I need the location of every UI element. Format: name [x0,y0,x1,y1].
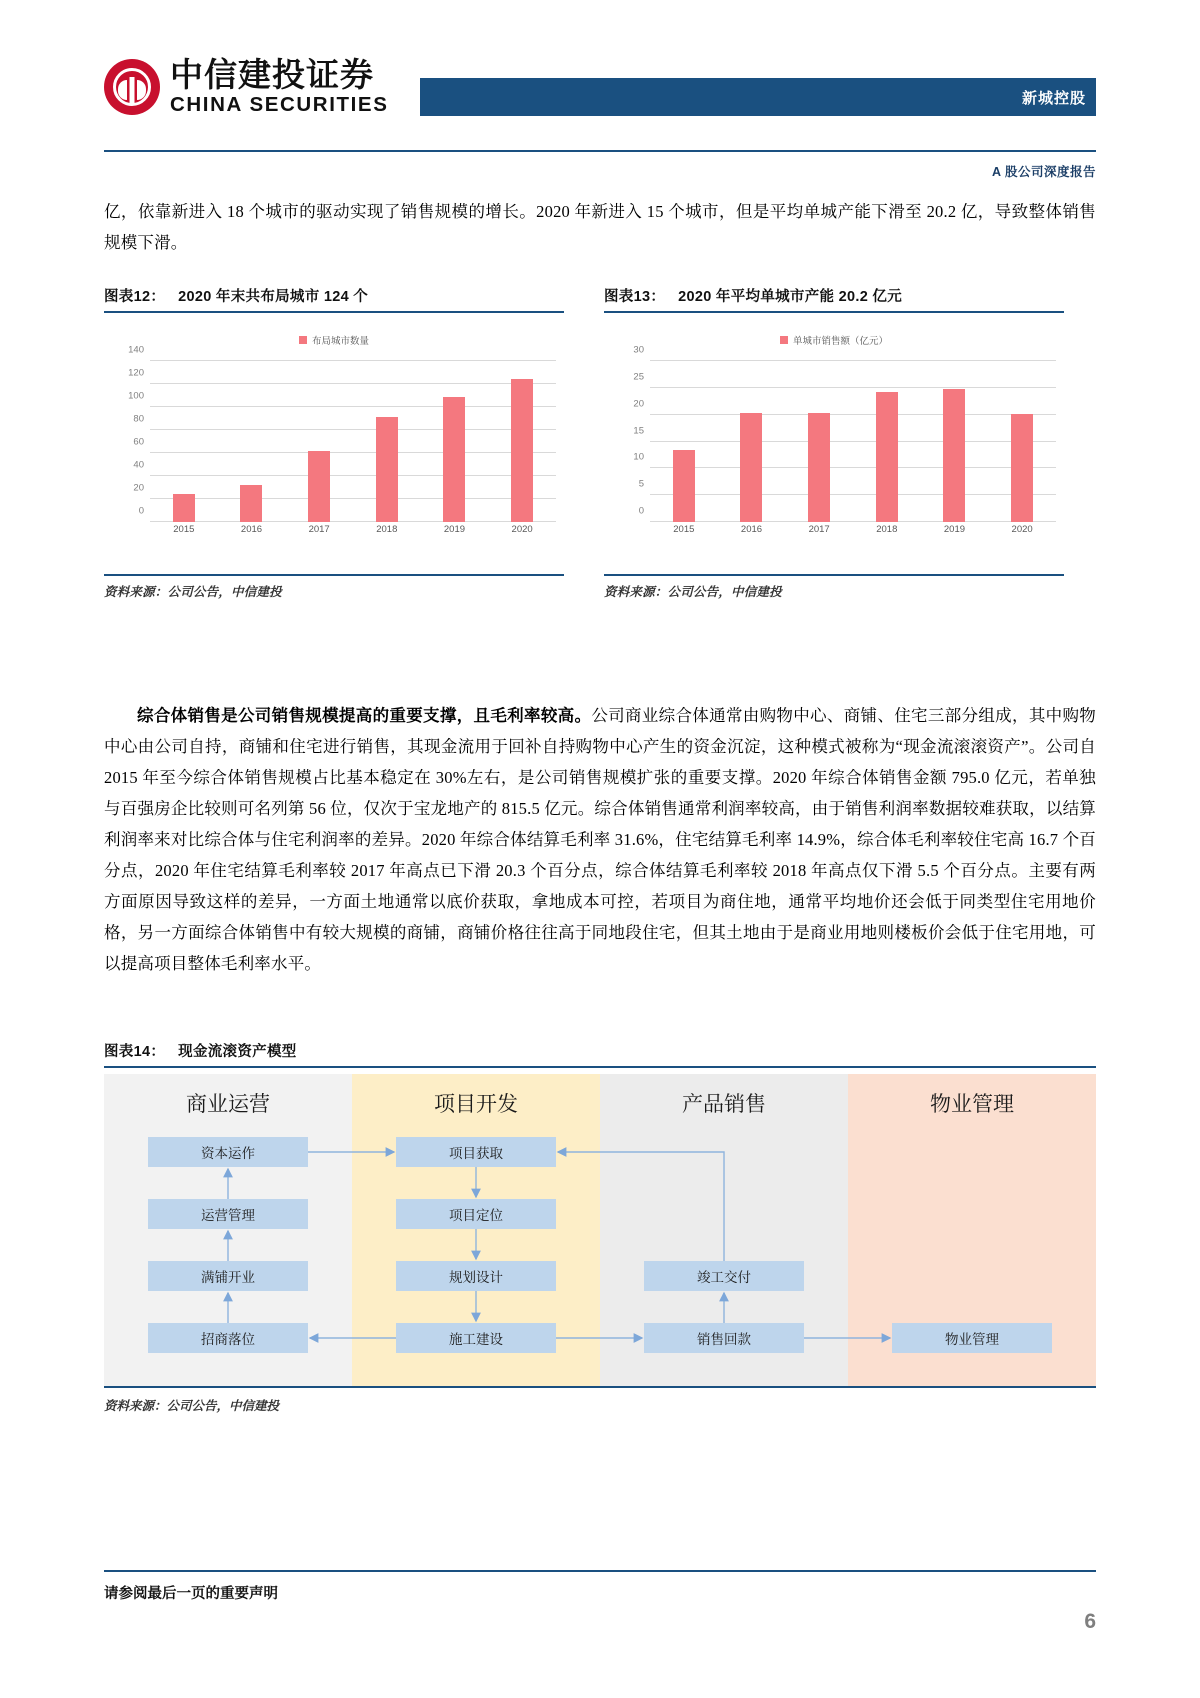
bar-group [150,361,556,522]
banner-title: 新城控股 [1021,89,1086,107]
bar [376,417,398,522]
bar-cell [921,361,988,522]
chart-12-plot [104,344,556,544]
x-axis-tick: 2020 [1011,524,1033,535]
exhibit-13-rule [604,311,1064,313]
bar [443,397,465,522]
chart-12-legend [104,319,564,347]
exhibit-13-label: 图表13： [604,289,666,305]
paragraph-2 [104,700,1096,979]
exhibit-13-source: 资料来源：公司公告，中信建投 [604,585,782,599]
legend-swatch-icon [299,336,307,344]
page-header [0,58,1200,144]
bar [511,379,533,522]
bar-cell [353,361,420,522]
exhibit-14-bottom-rule [104,1386,1096,1388]
bar-cell [785,361,852,522]
bar [943,389,965,522]
chart-13-legend-label: 单城市销售额（亿元） [792,336,888,347]
y-axis-tick: 40 [133,459,144,471]
bar-cell [285,361,352,522]
exhibit-14-source: 资料来源：公司公告，中信建投 [104,1399,280,1413]
y-axis-tick: 15 [633,425,644,436]
x-axis-tick: 2018 [376,524,398,535]
bar-cell [421,361,488,522]
x-axis-tick: 2019 [943,524,966,535]
x-axis-tick: 2015 [173,524,195,535]
bar [1011,414,1033,522]
flow-arrow [558,1152,724,1261]
flow-node-n10: 销售回款 [644,1323,804,1353]
y-axis-tick: 80 [133,413,144,425]
exhibit-12-rule [104,311,564,313]
chart-13 [604,319,1064,574]
exhibit-12-heading [104,285,564,306]
x-axis-tick: 2019 [443,524,466,535]
chart-12-legend-label: 布局城市数量 [311,336,369,347]
citic-logo-icon [104,59,160,115]
x-axis-tick: 2016 [740,524,763,535]
y-axis-tick: 120 [128,367,144,379]
report-type-label: A 股公司深度报告 [991,165,1096,179]
footer-disclaimer: 请参阅最后一页的重要声明 [104,1586,278,1602]
exhibit-13-title: 2020 年平均单城市产能 20.2 亿元 [678,289,903,305]
y-axis-tick: 100 [128,390,144,402]
lane-title-0: 商业运营 [186,1092,270,1116]
main-text-block [104,700,1096,979]
exhibit-14-heading [104,1040,1096,1061]
x-axis-tick: 2018 [876,524,898,535]
y-axis-tick: 20 [133,482,144,494]
page-number: 6 [1084,1610,1096,1633]
paragraph-2-body: 公司商业综合体通常由购物中心、商铺、住宅三部分组成，其中购物中心由公司自持，商铺和住宅进行销售，其现金流用于回补自持购物中心产生的资金沉淀，这种模式被称为“现金流滚滚资产”。公司自 2015 年至今综合体销售规模占比基本稳定在 30%左右，是公司销售规模扩张的重要支撑。2020 年综合体销售金额 795.0 亿元，若单独与百强房企比较则可名列第 56 位，仅次于宝龙地产的 815.5 亿元。综合体销售通常利润率较高，由于销售利润率数据较难获取，以结算利润率来对比综合体与住宅利润率的差异。2020 年综合体结算毛利率 31.6%，住宅结算毛利率 14.9%，综合体毛利率较住宅高 16.7 个百分点，2020 年住宅结算毛利率较 2017 年高点已下滑 20.3 个百分点，综合体结算毛利率较 2018 年高点仅下滑 5.5 个百分点。主要有两方面原因导致这样的差异，一方面土地通常以底价获取，拿地成本可控，若项目为商住地，通常平均地价还会低于同类型住宅用地价格，另一方面综合体销售中有较大规模的商铺，商铺价格往往高于同地段住宅，但其土地由于是商业用地则楼板价会低于住宅用地，可以提高项目整体毛利率水平。 [104,706,1097,973]
exhibit-13-heading [604,285,1064,306]
flow-node-n6: 项目定位 [396,1199,556,1229]
flow-node-n9: 竣工交付 [644,1261,804,1291]
flow-node-n11: 物业管理 [892,1323,1052,1353]
x-axis-tick: 2017 [808,524,830,535]
bar [308,451,330,522]
exhibit-12-title: 2020 年末共布局城市 124 个 [178,289,369,305]
bar [876,392,898,522]
bar [673,450,695,522]
bar-cell [650,361,717,522]
legend-swatch-icon [780,336,788,344]
paragraph-1: 亿，依靠新进入 18 个城市的驱动实现了销售规模的增长。2020 年新进入 15 个城市，但是平均单城产能下滑至 20.2 亿，导致整体销售规模下滑。 [104,202,1096,252]
logo-text-cn: 中信建投证券 [170,56,374,93]
flow-node-n3: 满铺开业 [148,1261,308,1291]
flow-node-n7: 规划设计 [396,1261,556,1291]
y-axis-tick: 0 [638,505,644,517]
bar [740,413,762,522]
y-axis-tick: 20 [633,398,644,410]
lane-title-2: 产品销售 [682,1092,766,1116]
x-axis-tick: 2016 [240,524,263,535]
lane-title-1: 项目开发 [434,1092,518,1116]
bar-cell [218,361,285,522]
bar [173,494,195,522]
x-axis-tick: 2020 [511,524,533,535]
intro-text-block [104,196,1096,258]
logo-text-en: CHINA SECURITIES [170,93,389,116]
lane-title-3: 物业管理 [930,1092,1014,1116]
cashflow-diagram [104,1074,1096,1386]
exhibit-13 [604,285,1064,600]
chart-13-plot [604,344,1056,544]
exhibit-12-bottom-rule [104,574,564,576]
exhibit-14-title: 现金流滚资产模型 [178,1044,297,1060]
chart-13-legend [604,319,1064,347]
exhibit-13-bottom-rule [604,574,1064,576]
charts-row [104,285,1096,600]
exhibit-12-label: 图表12： [104,289,166,305]
company-logo [104,58,388,116]
bar-cell [718,361,785,522]
bar-cell [150,361,217,522]
bar-cell [853,361,920,522]
chart-12 [104,319,564,574]
flow-node-n8: 施工建设 [396,1323,556,1353]
flow-node-n4: 招商落位 [148,1323,308,1353]
footer-divider [104,1570,1096,1572]
y-axis-tick: 10 [633,451,644,463]
y-axis-tick: 0 [138,505,144,517]
bar [240,485,262,522]
flow-node-n1: 资本运作 [148,1137,308,1167]
bar-cell [488,361,555,522]
bar-cell [988,361,1055,522]
exhibit-14 [104,1040,1096,1414]
exhibit-12-source: 资料来源：公司公告，中信建投 [104,585,282,599]
header-divider [104,150,1096,152]
x-axis-tick: 2015 [673,524,695,535]
y-axis-tick: 25 [633,371,644,383]
x-axis-tick: 2017 [308,524,330,535]
flow-node-n5: 项目获取 [396,1137,556,1167]
header-banner [420,78,1096,116]
flow-node-n2: 运营管理 [148,1199,308,1229]
y-axis-tick: 30 [633,344,644,356]
exhibit-12 [104,285,564,600]
bar [808,413,830,522]
y-axis-tick: 60 [133,436,144,448]
exhibit-14-rule [104,1066,1096,1068]
exhibit-14-label: 图表14： [104,1044,166,1060]
y-axis-tick: 140 [128,344,144,356]
y-axis-tick: 5 [638,478,644,490]
bar-group [650,361,1056,522]
paragraph-2-lead: 综合体销售是公司销售规模提高的重要支撑，且毛利率较高。 [137,706,592,725]
